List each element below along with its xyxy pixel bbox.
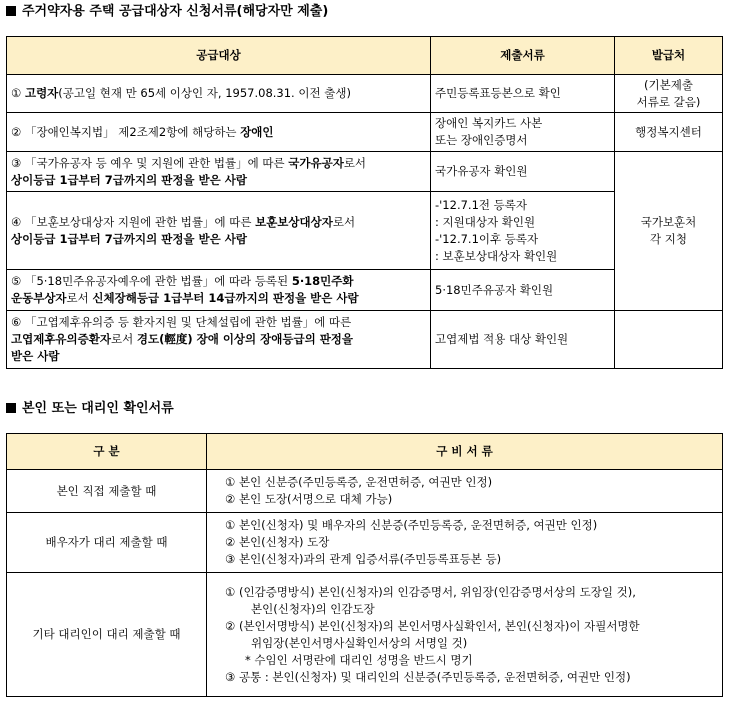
doc-cell: 국가유공자 확인원: [431, 152, 615, 192]
table-row: [7, 75, 723, 113]
header-issuer: 발급처: [615, 37, 723, 75]
header-category: 구 분: [7, 434, 207, 470]
section1-title: [6, 4, 328, 20]
doc-cell: -'12.7.1전 등록자 : 지원대상자 확인원 -'12.7.1이후 등록자 : 보훈보상대상자 확인원: [431, 192, 615, 270]
target-cell: ③ 「국가유공자 등 예우 및 지원에 관한 법률」에 따른 국가유공자로서 상이등급 1급부터 7급까지의 판정을 받은 사람: [7, 152, 431, 192]
target-cell: ② 「장애인복지법」 제2조제2항에 해당하는 장애인: [7, 113, 431, 152]
target-cell: ⑤ 「5·18민주유공자예우에 관한 법률」에 따라 등록된 5·18민주화 운동부상자로서 신체장해등급 1급부터 14급까지의 판정을 받은 사람: [7, 270, 431, 311]
section1-title-text: 주거약자용 주택 공급대상자 신청서류(해당자만 제출): [22, 4, 329, 19]
table-header-row: [7, 434, 723, 470]
header-docs: 구 비 서 류: [207, 434, 723, 470]
docs-cell: ① 본인 신분증(주민등록증, 운전면허증, 여권만 인정) ② 본인 도장(서명으로 대체 가능): [207, 470, 723, 513]
table-row: [7, 152, 723, 192]
black-square-icon: [6, 6, 16, 16]
category-cell: 기타 대리인이 대리 제출할 때: [7, 573, 207, 697]
section2-title: [6, 401, 174, 417]
table-row: [7, 113, 723, 152]
doc-cell: 주민등록표등본으로 확인: [431, 75, 615, 113]
docs-cell: ① (인감증명방식) 본인(신청자)의 인감증명서, 위임장(인감증명서상의 도장일 것), 본인(신청자)의 인감도장 ② (본인서명방식) 본인(신청자)의 본인서명사실확인서, 본인(신청자)이 자필서명한 위임장(본인서명사실확인서상의 서명일 것) * 수임인 서명란에 대리인 성명을 반드시 명기 ③ 공통 : 본인(신청자) 및 대리인의 신분증(주민등록증, 운전면허증, 여권만 인정): [207, 573, 723, 697]
doc-cell: 장애인 복지카드 사본 또는 장애인증명서: [431, 113, 615, 152]
issuer-cell: (기본제출 서류로 갈음): [615, 75, 723, 113]
issuer-cell: 행정복지센터: [615, 113, 723, 152]
header-target: 공급대상: [7, 37, 431, 75]
category-cell: 배우자가 대리 제출할 때: [7, 513, 207, 573]
target-cell: ⑥ 「고엽제후유의증 등 환자지원 및 단체설립에 관한 법률」에 따른 고엽제후유의증환자로서 경도(輕度) 장애 이상의 장애등급의 판정을 받은 사람: [7, 311, 431, 369]
section2-title-text: 본인 또는 대리인 확인서류: [22, 401, 174, 416]
issuer-merged-cell: 국가보훈처 각 지청: [615, 152, 723, 311]
supply-target-table: [6, 36, 723, 369]
doc-cell: 고엽제법 적용 대상 확인원: [431, 311, 615, 369]
header-docs: 제출서류: [431, 37, 615, 75]
table-row: [7, 470, 723, 513]
issuer-empty-cell: [615, 311, 723, 369]
target-cell: ① 고령자(공고일 현재 만 65세 이상인 자, 1957.08.31. 이전 출생): [7, 75, 431, 113]
table-row: [7, 573, 723, 697]
table-row: [7, 311, 723, 369]
table-header-row: [7, 37, 723, 75]
target-cell: ④ 「보훈보상대상자 지원에 관한 법률」에 따른 보훈보상대상자로서 상이등급 1급부터 7급까지의 판정을 받은 사람: [7, 192, 431, 270]
table-row: [7, 513, 723, 573]
category-cell: 본인 직접 제출할 때: [7, 470, 207, 513]
docs-cell: ① 본인(신청자) 및 배우자의 신분증(주민등록증, 운전면허증, 여권만 인정) ② 본인(신청자) 도장 ③ 본인(신청자)과의 관계 입증서류(주민등록표등본 등): [207, 513, 723, 573]
doc-cell: 5·18민주유공자 확인원: [431, 270, 615, 311]
black-square-icon: [6, 403, 16, 413]
identity-docs-table: [6, 433, 723, 697]
